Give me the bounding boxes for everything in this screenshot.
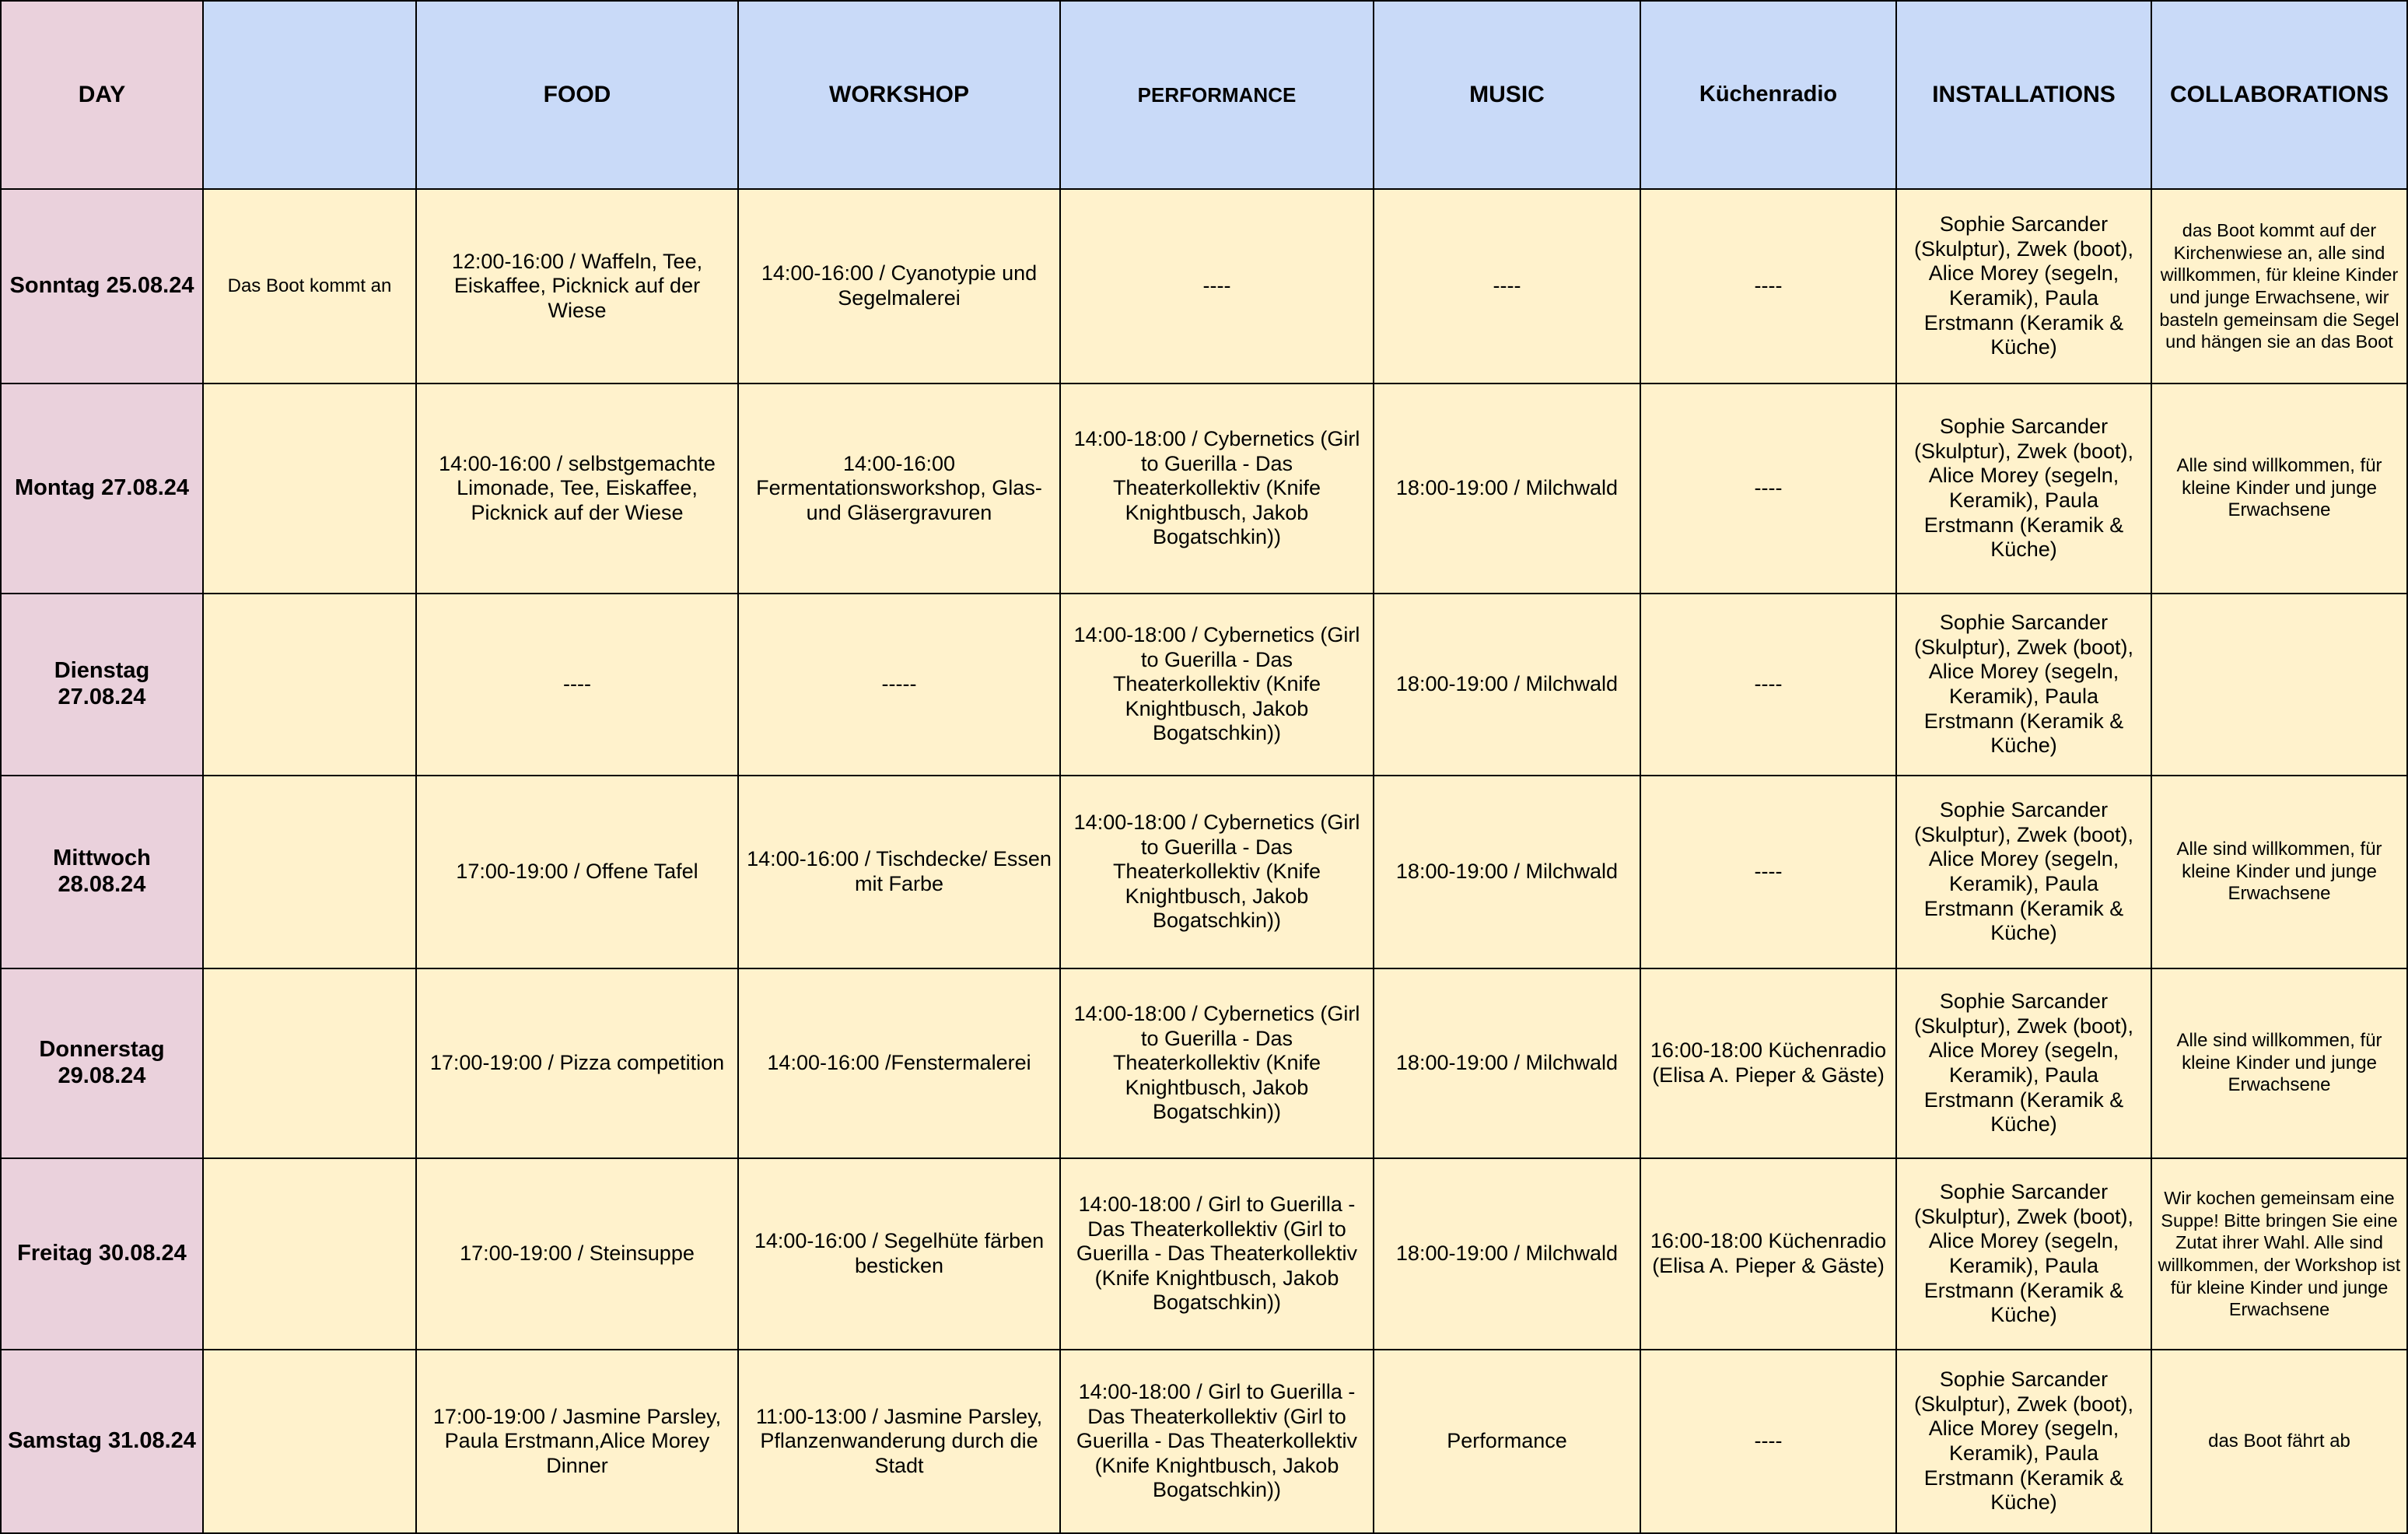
header-day: DAY [1,1,203,189]
kuechenradio-cell: ---- [1640,594,1896,776]
table-row [1,776,2407,968]
performance-cell: 14:00-18:00 / Cybernetics (Girl to Guerilla - Das Theaterkollektiv (Knife Knightbusch, Jakob Bogatschkin)) [1060,968,1374,1158]
food-cell: ---- [416,594,738,776]
installations-cell: Sophie Sarcander (Skulptur), Zwek (boot), Alice Morey (segeln, Keramik), Paula Erstmann (Keramik & Küche) [1896,968,2151,1158]
performance-cell: 14:00-18:00 / Cybernetics (Girl to Guerilla - Das Theaterkollektiv (Knife Knightbusch, Jakob Bogatschkin)) [1060,776,1374,968]
day-cell: Samstag 31.08.24 [1,1350,203,1533]
music-cell: 18:00-19:00 / Milchwald [1374,1158,1640,1350]
header-workshop: WORKSHOP [738,1,1060,189]
extra-cell [203,1350,416,1533]
header-performance: PERFORMANCE [1060,1,1374,189]
workshop-cell: 14:00-16:00 /Fenstermalerei [738,968,1060,1158]
collaborations-cell [2151,594,2407,776]
food-cell: 17:00-19:00 / Steinsuppe [416,1158,738,1350]
table-row [1,594,2407,776]
table-row [1,1158,2407,1350]
music-cell: 18:00-19:00 / Milchwald [1374,968,1640,1158]
kuechenradio-cell: ---- [1640,776,1896,968]
table-row [1,1350,2407,1533]
workshop-cell: 14:00-16:00 / Segelhüte färben besticken [738,1158,1060,1350]
performance-cell: 14:00-18:00 / Cybernetics (Girl to Guerilla - Das Theaterkollektiv (Knife Knightbusch, Jakob Bogatschkin)) [1060,384,1374,594]
music-cell: Performance [1374,1350,1640,1533]
header-collaborations: COLLABORATIONS [2151,1,2407,189]
performance-cell: ---- [1060,189,1374,384]
food-cell: 17:00-19:00 / Pizza competition [416,968,738,1158]
header-food: FOOD [416,1,738,189]
extra-cell [203,776,416,968]
day-cell: Sonntag 25.08.24 [1,189,203,384]
collaborations-cell: Alle sind willkommen, für kleine Kinder und junge Erwachsene [2151,384,2407,594]
food-cell: 14:00-16:00 / selbstgemachte Limonade, Tee, Eiskaffee, Picknick auf der Wiese [416,384,738,594]
collaborations-cell: das Boot fährt ab [2151,1350,2407,1533]
extra-cell [203,384,416,594]
workshop-cell: 14:00-16:00 / Tischdecke/ Essen mit Farbe [738,776,1060,968]
workshop-cell: 14:00-16:00 Fermentationsworkshop, Glas- und Gläsergravuren [738,384,1060,594]
installations-cell: Sophie Sarcander (Skulptur), Zwek (boot), Alice Morey (segeln, Keramik), Paula Erstmann (Keramik & Küche) [1896,1158,2151,1350]
installations-cell: Sophie Sarcander (Skulptur), Zwek (boot), Alice Morey (segeln, Keramik), Paula Erstmann (Keramik & Küche) [1896,189,2151,384]
kuechenradio-cell: 16:00-18:00 Küchenradio (Elisa A. Pieper & Gäste) [1640,1158,1896,1350]
day-cell: Mittwoch 28.08.24 [1,776,203,968]
extra-cell [203,1158,416,1350]
header-row [1,1,2407,189]
collaborations-cell: Alle sind willkommen, für kleine Kinder und junge Erwachsene [2151,776,2407,968]
extra-cell [203,968,416,1158]
performance-cell: 14:00-18:00 / Girl to Guerilla - Das Theaterkollektiv (Girl to Guerilla - Das Theaterkollektiv (Knife Knightbusch, Jakob Bogatschkin)) [1060,1158,1374,1350]
installations-cell: Sophie Sarcander (Skulptur), Zwek (boot), Alice Morey (segeln, Keramik), Paula Erstmann (Keramik & Küche) [1896,384,2151,594]
food-cell: 17:00-19:00 / Jasmine Parsley, Paula Erstmann,Alice Morey Dinner [416,1350,738,1533]
kuechenradio-cell: ---- [1640,1350,1896,1533]
day-cell: Montag 27.08.24 [1,384,203,594]
extra-cell [203,594,416,776]
day-cell: Dienstag 27.08.24 [1,594,203,776]
workshop-cell: ----- [738,594,1060,776]
table-row [1,968,2407,1158]
workshop-cell: 14:00-16:00 / Cyanotypie und Segelmalerei [738,189,1060,384]
kuechenradio-cell: 16:00-18:00 Küchenradio (Elisa A. Pieper & Gäste) [1640,968,1896,1158]
extra-cell: Das Boot kommt an [203,189,416,384]
workshop-cell: 11:00-13:00 / Jasmine Parsley, Pflanzenwanderung durch die Stadt [738,1350,1060,1533]
music-cell: 18:00-19:00 / Milchwald [1374,776,1640,968]
header-kuechenradio: Küchenradio [1640,1,1896,189]
header-extra [203,1,416,189]
music-cell: 18:00-19:00 / Milchwald [1374,384,1640,594]
header-music: MUSIC [1374,1,1640,189]
table-row [1,384,2407,594]
header-installations: INSTALLATIONS [1896,1,2151,189]
installations-cell: Sophie Sarcander (Skulptur), Zwek (boot), Alice Morey (segeln, Keramik), Paula Erstmann (Keramik & Küche) [1896,594,2151,776]
music-cell: 18:00-19:00 / Milchwald [1374,594,1640,776]
kuechenradio-cell: ---- [1640,189,1896,384]
installations-cell: Sophie Sarcander (Skulptur), Zwek (boot), Alice Morey (segeln, Keramik), Paula Erstmann (Keramik & Küche) [1896,776,2151,968]
collaborations-cell: das Boot kommt auf der Kirchenwiese an, alle sind willkommen, für kleine Kinder und junge Erwachsene, wir basteln gemeinsam die Segel und hängen sie an das Boot [2151,189,2407,384]
installations-cell: Sophie Sarcander (Skulptur), Zwek (boot), Alice Morey (segeln, Keramik), Paula Erstmann (Keramik & Küche) [1896,1350,2151,1533]
collaborations-cell: Alle sind willkommen, für kleine Kinder und junge Erwachsene [2151,968,2407,1158]
performance-cell: 14:00-18:00 / Cybernetics (Girl to Guerilla - Das Theaterkollektiv (Knife Knightbusch, Jakob Bogatschkin)) [1060,594,1374,776]
food-cell: 12:00-16:00 / Waffeln, Tee, Eiskaffee, Picknick auf der Wiese [416,189,738,384]
table-row [1,189,2407,384]
day-cell: Donnerstag 29.08.24 [1,968,203,1158]
collaborations-cell: Wir kochen gemeinsam eine Suppe! Bitte bringen Sie eine Zutat ihrer Wahl. Alle sind willkommen, der Workshop ist für kleine Kinder und junge Erwachsene [2151,1158,2407,1350]
music-cell: ---- [1374,189,1640,384]
performance-cell: 14:00-18:00 / Girl to Guerilla - Das Theaterkollektiv (Girl to Guerilla - Das Theaterkollektiv (Knife Knightbusch, Jakob Bogatschkin)) [1060,1350,1374,1533]
day-cell: Freitag 30.08.24 [1,1158,203,1350]
food-cell: 17:00-19:00 / Offene Tafel [416,776,738,968]
kuechenradio-cell: ---- [1640,384,1896,594]
